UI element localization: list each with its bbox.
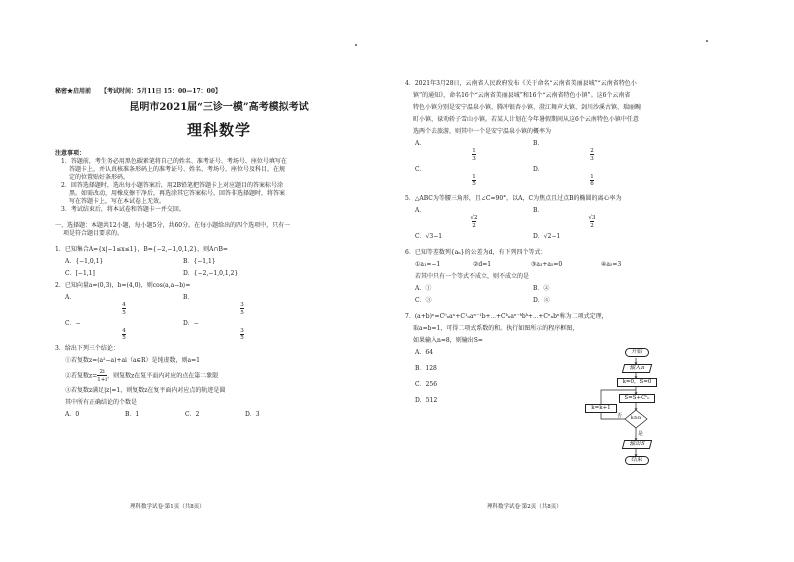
q5-stem: 5．△ABC为等腰三角形，且∠C=90°，以A，C为焦点且过点B的椭圆的离心率为 — [405, 195, 622, 202]
q4-option-a: A． $\frac{1}{3}$ — [415, 140, 476, 162]
footer-page-1: 理科数学试卷·第1页（共8页） — [130, 504, 205, 510]
q3-statement-3: ③若复数z满足|z|=1，则复数z在复平面内对应点的轨迹是圆 — [65, 386, 226, 394]
q2-option-c: C．− $\frac{4}{5}$ — [65, 319, 126, 341]
q7-option-b: B．128 — [415, 364, 437, 372]
q7-option-d: D．512 — [415, 396, 438, 404]
q5-options-row1 — [405, 207, 754, 229]
q6-option-a: A．① — [415, 284, 432, 292]
section-1-heading: 一、选择题：本题共12小题，每小题5分，共60分。在每小题给出的四个选项中，只有一 — [55, 222, 291, 229]
q3-stem: 3．给出下列三个结论： — [55, 345, 119, 352]
q3-option-b: B．1 — [125, 410, 140, 418]
q3-options — [55, 411, 383, 419]
notes-line: 写在答题卡上，写在本试卷上无效。 — [69, 198, 166, 205]
q6-eq-3: ③a₃+a₅=0 — [531, 260, 563, 268]
flowchart-yes-label: 是 — [638, 431, 644, 437]
flowchart-increment: k=k+1 — [585, 404, 617, 413]
flowchart-end: 结束 — [625, 456, 649, 465]
flowchart-input: 输入n — [622, 364, 652, 373]
q6-eq-4: ④a₅=3 — [601, 260, 622, 268]
q2-option-b: B． $\frac{3}{5}$ — [183, 294, 244, 316]
q1-option-d: D．{−2,−1,0,1,2} — [183, 270, 239, 277]
q6-eq-2: ②d=1 — [473, 260, 492, 268]
flowchart-no-label: 否 — [617, 413, 623, 419]
q2-options-row1 — [55, 294, 383, 316]
q4-line: 特色小镇分别是安宁温泉小镇、腾冲银杏小镇、澄江舞声大镇、剑川沙溪古镇、瑞丽畹 — [413, 104, 642, 111]
q6-option-b: B．② — [533, 284, 550, 292]
q5-option-c: C．√3−1 — [415, 232, 443, 240]
q6-question: 若其中只有一个等式不成立，则不成立的是 — [415, 272, 530, 280]
subject-title: 理科数学 — [186, 121, 251, 139]
notes-line: 2．回答选择题时，选出每小题答案后，用2B铅笔把答题卡上对应题目的答案标号涂 — [61, 182, 284, 189]
q6-options-row2 — [405, 297, 754, 305]
q6-option-c: C．③ — [415, 296, 432, 304]
notes-line: 3．考试结束后，将本试卷和答题卡一并交回。 — [61, 206, 185, 213]
flowchart-start: 开始 — [625, 348, 649, 357]
notes-line: 1．答题前，考生务必用黑色碳素笔将自己的姓名、准考证号、考场号、座位号填写在 — [61, 158, 287, 165]
q6-equations — [405, 261, 754, 269]
q7-option-a: A．64 — [415, 348, 433, 356]
q2-options-row2 — [55, 320, 383, 342]
q7-option-c: C．256 — [415, 380, 438, 388]
q4-options-row2 — [405, 166, 754, 188]
q3-statement-1: ①若复数z=(a²−a)+ai（a∈R）是纯虚数，则a=1 — [65, 357, 200, 364]
flowchart-output: 输出S — [622, 440, 652, 449]
notes-line: 答题卡上，并认真核准条形码上的准考证号、姓名、考场号、座位号及科目，在规 — [69, 166, 286, 173]
q1-option-c: C．[−1,1] — [65, 270, 95, 277]
section-1-heading-cont: 项是符合题目要求的。 — [63, 230, 124, 237]
notes-heading: 注意事项： — [55, 150, 86, 157]
q4-options-row1 — [405, 140, 754, 162]
q4-line: 镇”的通知》，命名16个“云南省美丽县城”和16个“云南省特色小镇”。这6个云南省 — [413, 92, 631, 99]
q3-option-d: D．3 — [245, 410, 260, 418]
flowchart-condition: k≥n — [630, 415, 642, 421]
page-2 — [397, 0, 794, 562]
q4-line: 选两个去旅游，则其中一个是安宁温泉小镇的概率为 — [413, 128, 552, 135]
q3-option-c: C．2 — [185, 410, 200, 418]
flowchart-update: S=S+Cᵏₙ — [619, 394, 655, 403]
q6-stem: 6．已知等差数列{aₙ}的公差为d，有下列四个等式： — [405, 248, 547, 256]
q3-question: 其中所有正确结论的个数是 — [65, 398, 138, 406]
q4-line: 4．2021年3月28日，云南省人民政府发布《关于命名“云南省美丽县城”“云南省特色小 — [405, 80, 637, 87]
q4-option-c: C． $\frac{1}{5}$ — [415, 165, 476, 187]
q6-option-d: D．④ — [533, 296, 550, 304]
q5-option-b: B． $\frac{√3}{2}$ — [533, 207, 596, 229]
q7-line: 如果输入n=8，则输出S= — [413, 336, 483, 344]
q6-options-row1 — [405, 285, 754, 293]
q4-option-d: D． $\frac{1}{6}$ — [533, 165, 594, 187]
notes-line: 黑。如需改动，用橡皮擦干净后，再选涂其它答案标号。回答非选择题时，将答案 — [69, 190, 286, 197]
q4-option-b: B． $\frac{2}{3}$ — [533, 140, 594, 162]
notes-line: 定的位置贴好条形码。 — [69, 174, 130, 181]
q2-option-d: D．− $\frac{3}{5}$ — [183, 319, 244, 341]
q7-line: 取a=b=1，可得二项式系数的和。执行如图所示的程序框图， — [413, 324, 579, 332]
q4-line: 町小镇、禄劝轿子雪山小镇。若某人计划在今年暑假期间从这6个云南特色小镇中任意 — [413, 116, 639, 123]
flowchart-init: k=0，S=0 — [617, 378, 657, 387]
q6-eq-1: ①a₁=−1 — [415, 260, 441, 268]
q5-option-a: A． $\frac{√2}{2}$ — [415, 207, 478, 229]
secret-label: 秘密★启用前 — [55, 88, 92, 95]
q3-statement-2: ②若复数z= $\frac{2i}{1+i}$ ，则复数z在复平面内对应的点在第二象限 — [65, 369, 219, 383]
exam-time: 【考试时间：5月11日 15：00—17：00】 — [101, 88, 222, 95]
q1-options-row1 — [55, 258, 383, 266]
q3-option-a: A．0 — [65, 410, 80, 418]
header-row — [55, 88, 383, 96]
footer-page-2: 理科数学试卷·第2页（共8页） — [487, 504, 562, 510]
q1-stem: 1．已知集合A={x|−1≤x≤1}，B={−2,−1,0,1,2}，则A∩B= — [55, 246, 228, 253]
exam-title: 昆明市2021届“三诊一模”高考模拟考试 — [129, 102, 309, 113]
q2-option-a: A． $\frac{4}{5}$ — [65, 294, 126, 316]
q5-option-d: D．√2−1 — [533, 232, 561, 240]
q5-options-row2 — [405, 233, 754, 241]
program-flowchart — [581, 346, 671, 471]
q1-option-b: B．{−1,1} — [183, 258, 216, 265]
q7-line: 7．(a+b)ⁿ=C⁰ₙaⁿ+C¹ₙaⁿ⁻¹b+⋯+Cᵏₙaⁿ⁻ᵏbᵏ+⋯+Cⁿₙbⁿ称为二项式定理， — [405, 312, 608, 320]
scan-speck — [355, 44, 357, 46]
q1-options-row2 — [55, 270, 383, 278]
q2-stem: 2．已知向量a=(0,3)，b=(4,0)，则cos⟨a,a−b⟩= — [55, 282, 191, 289]
scan-speck — [706, 40, 708, 42]
q1-option-a: A．{−1,0,1} — [65, 258, 104, 265]
